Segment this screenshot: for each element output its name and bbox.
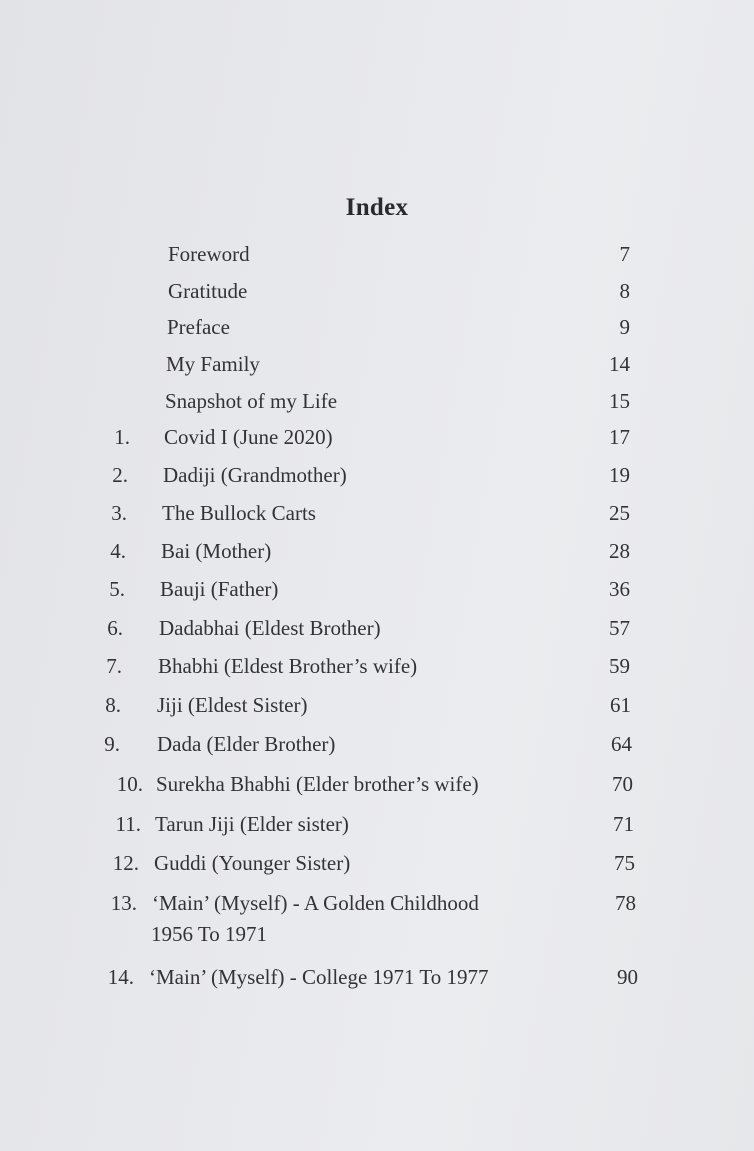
entry-title: ‘Main’ (Myself) - A Golden Childhood — [152, 891, 479, 915]
entry-number: 5. — [109, 577, 125, 601]
entry-title: Gratitude — [168, 279, 248, 303]
entry-page: 14 — [609, 352, 630, 376]
entry-page: 36 — [609, 577, 630, 601]
entry-page: 7 — [619, 242, 630, 266]
entry-title: Dadabhai (Eldest Brother) — [159, 616, 381, 640]
entry-title: My Family — [166, 352, 260, 376]
entry-page: 64 — [611, 732, 632, 756]
entry-title: Dadiji (Grandmother) — [163, 463, 347, 487]
entry-title: ‘Main’ (Myself) - College 1971 To 1977 — [149, 965, 489, 989]
entry-number: 3. — [111, 501, 127, 525]
entry-page: 17 — [609, 425, 630, 449]
entry-number: 9. — [104, 732, 120, 756]
entry-number: 6. — [107, 616, 123, 640]
entry-number: 1. — [114, 425, 130, 449]
entry-page: 8 — [619, 279, 630, 303]
entry-title: Jiji (Eldest Sister) — [157, 693, 308, 717]
entry-number: 10. — [116, 772, 143, 796]
entry-page: 70 — [612, 772, 633, 796]
entry-page: 15 — [609, 389, 630, 413]
entry-title: Guddi (Younger Sister) — [154, 851, 351, 875]
entry-number: 14. — [107, 965, 134, 989]
entry-page: 71 — [613, 812, 634, 836]
entry-page: 78 — [615, 891, 636, 915]
entry-title: Dada (Elder Brother) — [157, 732, 336, 756]
entry-number: 4. — [110, 539, 126, 563]
entry-title: Bhabhi (Eldest Brother’s wife) — [158, 654, 418, 678]
entry-title: Bai (Mother) — [161, 539, 272, 563]
entry-number: 12. — [112, 851, 139, 875]
entry-number: 8. — [105, 693, 121, 717]
entry-number: 7. — [106, 654, 122, 678]
entry-page: 59 — [609, 654, 630, 678]
entry-title: Bauji (Father) — [160, 577, 279, 601]
entry-number: 11. — [115, 812, 141, 836]
entry-page: 75 — [614, 851, 635, 875]
entry-title: Covid I (June 2020) — [164, 425, 333, 449]
entry-page: 19 — [609, 463, 630, 487]
entry-page: 25 — [609, 501, 630, 525]
entry-number: 13. — [110, 891, 137, 915]
entry-page: 28 — [609, 539, 630, 563]
entry-page: 57 — [609, 616, 630, 640]
page-title: Index — [345, 194, 409, 221]
entry-page: 90 — [617, 965, 638, 989]
entry-title: Tarun Jiji (Elder sister) — [155, 812, 349, 836]
entry-page: 9 — [619, 315, 630, 339]
entry-page: 61 — [610, 693, 631, 717]
entry-title: Preface — [167, 315, 230, 339]
entry-title: Snapshot of my Life — [165, 389, 338, 413]
entry-title-line2: 1956 To 1971 — [151, 922, 267, 946]
entry-title: Surekha Bhabhi (Elder brother’s wife) — [156, 772, 479, 796]
entry-number: 2. — [112, 463, 128, 487]
entry-title: Foreword — [168, 242, 250, 266]
entry-title: The Bullock Carts — [162, 501, 316, 525]
